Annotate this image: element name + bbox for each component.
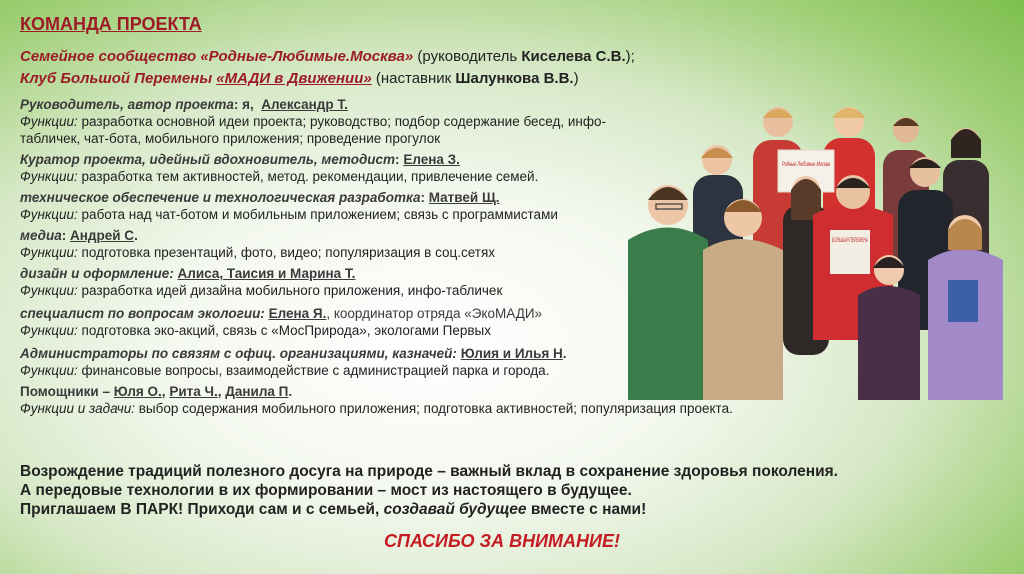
role-block xyxy=(20,227,660,261)
role-sep: – xyxy=(98,384,114,399)
community-name: Семейное сообщество «Родные-Любимые.Москва» xyxy=(20,48,414,65)
role-person: Алиса, Таисия и Марина Т. xyxy=(177,266,356,281)
func-text: финансовые вопросы, взаимодействие с администрацией парка и города. xyxy=(81,363,550,378)
role-person: Елена З. xyxy=(403,152,460,167)
role-block xyxy=(20,305,660,339)
role-title: дизайн и оформление: xyxy=(20,266,174,281)
func-label: Функции: xyxy=(20,323,78,338)
func-label: Функции: xyxy=(20,169,78,184)
role-block: Помощники – Юля О., Рита Ч., Данила П. Функции и задачи: выбор содержания мобильного приложения; подготовка активностей; популяризация проекта. xyxy=(20,384,733,416)
community-role: (руководитель xyxy=(417,48,518,65)
func-text: разработка тем активностей, метод. рекомендации, привлечение семей. xyxy=(81,169,539,184)
role-title: Куратор проекта, идейный вдохновитель, методист xyxy=(20,152,396,167)
closing-line-2: А передовые технологии в их формировании – мост из настоящего в будущее. xyxy=(20,482,632,499)
role-person: Елена Я. xyxy=(268,306,327,321)
role-person: Александр Т. xyxy=(261,97,348,112)
community-line-1 xyxy=(20,48,635,66)
club-role: (наставник xyxy=(375,70,452,87)
helper-3: Данила П xyxy=(225,384,289,399)
role-title: Руководитель, автор проекта xyxy=(20,97,234,112)
func-text: работа над чат-ботом и мобильным приложением; связь с программистами xyxy=(81,207,558,222)
closing-line-3-a: Приглашаем В ПАРК! Приходи сам и с семьей, xyxy=(20,501,384,518)
club-name-link: «МАДИ в Движении» xyxy=(216,70,372,87)
func-text: подготовка презентаций, фото, видео; популяризация в соц.сетях xyxy=(81,245,496,260)
role-person: Юлия и Илья Н xyxy=(460,346,563,361)
team-photo xyxy=(618,100,1010,400)
helper-2: Рита Ч. xyxy=(169,384,218,399)
team-roles xyxy=(20,96,733,421)
role-title: медиа xyxy=(20,228,62,243)
func-label: Функции: xyxy=(20,114,78,129)
closing-line-3 xyxy=(20,500,838,519)
helper-1: Юля О. xyxy=(113,384,162,399)
club-tail: ) xyxy=(573,70,579,87)
community-person: Киселева С.В. xyxy=(521,48,626,65)
role-block xyxy=(20,151,660,185)
closing-line-1: Возрождение традиций полезного досуга на природе – важный вклад в сохранение здоровья поколения. xyxy=(20,463,838,480)
sign-text-1: Родные Любимые Москва xyxy=(782,162,831,168)
role-block xyxy=(20,345,660,379)
role-person: Матвей Щ. xyxy=(428,190,500,205)
role-title: Администраторы по связям с офиц. организациями, казначей: xyxy=(20,346,457,361)
role-title: техническое обеспечение и технологическая разработка xyxy=(20,190,421,205)
role-sep: : я, xyxy=(233,97,254,112)
func-label: Функции и задачи: xyxy=(20,401,135,416)
role-sep: : xyxy=(395,152,400,167)
func-label: Функции: xyxy=(20,207,78,222)
func-label: Функции: xyxy=(20,245,78,260)
role-tail: . xyxy=(134,228,138,243)
role-extra: , координатор отряда «ЭкоМАДИ» xyxy=(326,306,543,321)
role-block xyxy=(20,265,660,299)
func-label: Функции: xyxy=(20,363,78,378)
role-tail: . xyxy=(288,384,293,399)
community-line-2 xyxy=(20,70,579,88)
role-block xyxy=(20,96,660,147)
role-block xyxy=(20,189,660,223)
club-name-prefix: Клуб Большой Перемены xyxy=(20,70,217,87)
club-person: Шалункова В.В. xyxy=(455,70,574,87)
thanks-text: СПАСИБО ЗА ВНИМАНИЕ! xyxy=(384,531,620,551)
role-title: специалист по вопросам экологии: xyxy=(20,306,265,321)
role-sep: : xyxy=(61,228,67,243)
slide-title: КОМАНДА ПРОЕКТА xyxy=(20,14,202,34)
closing-line-3-b: вместе с нами! xyxy=(526,501,647,518)
closing-statement xyxy=(20,462,838,519)
func-label: Функции: xyxy=(20,283,78,298)
func-text: подготовка эко-акций, связь с «МосПрирода», экологами Первых xyxy=(81,323,491,338)
community-tail: ); xyxy=(625,48,635,65)
role-sep: : xyxy=(420,190,425,205)
role-tail: . xyxy=(562,346,567,361)
sign-text-2: БОЛЬШАЯ ПЕРЕМЕНА xyxy=(832,238,868,244)
func-text: выбор содержания мобильного приложения; подготовка активностей; популяризация проекта. xyxy=(138,401,733,416)
func-text: разработка идей дизайна мобильного приложения, инфо-табличек xyxy=(81,283,503,298)
role-person: Андрей С xyxy=(70,228,135,243)
closing-line-3-em: создавай будущее xyxy=(383,501,527,518)
role-title: Помощники xyxy=(20,384,99,399)
func-text: разработка основной идеи проекта; руководство; подбор содержание бесед, инфо-табличек, чат-бота, мобильного приложения; проведение прогулок xyxy=(20,114,606,146)
